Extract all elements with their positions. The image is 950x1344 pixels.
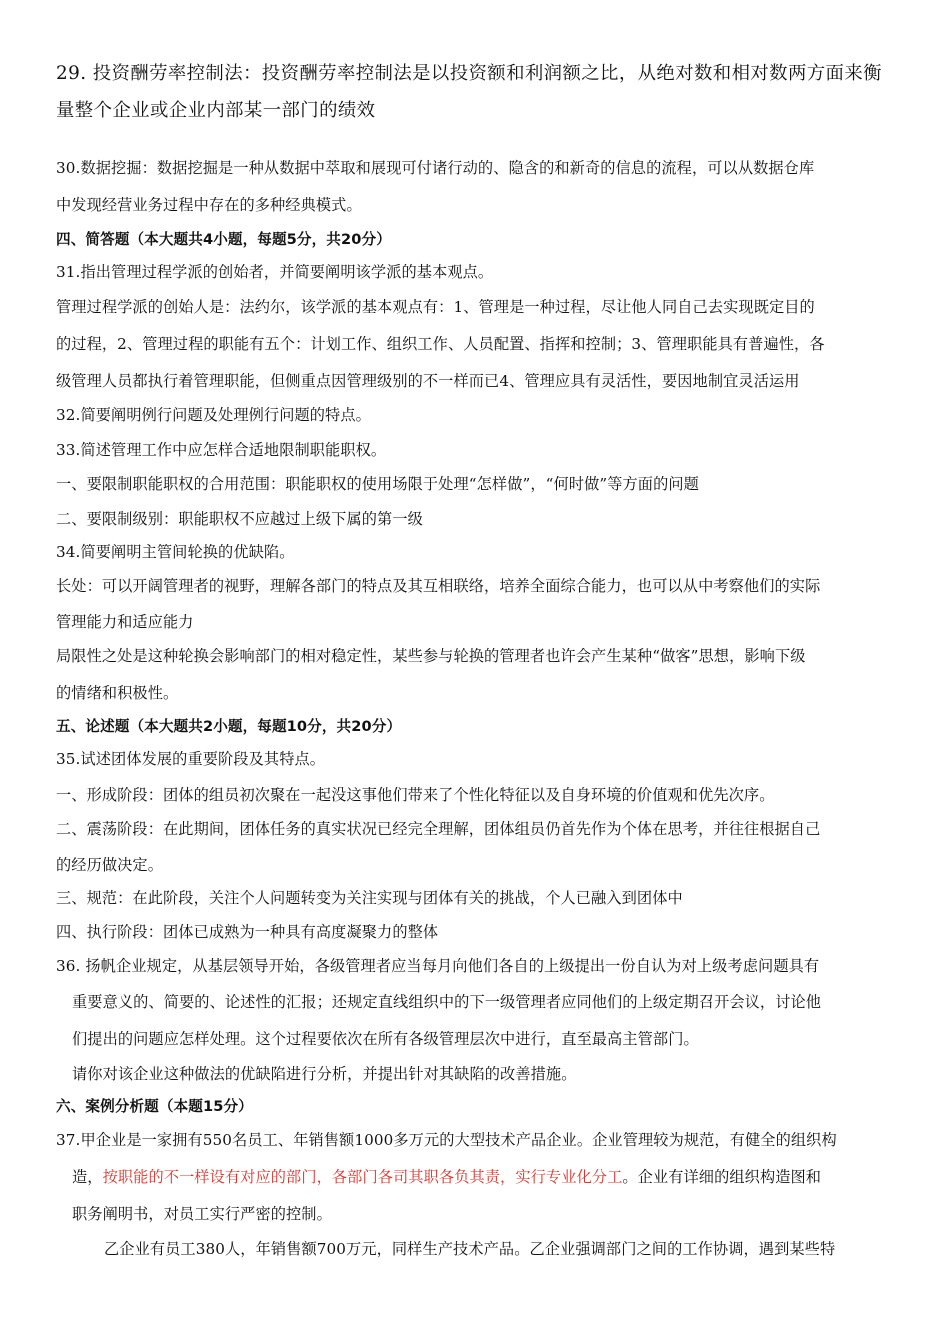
question-line: 请你对该企业这种做法的优缺陷进行分析，并提出针对其缺陷的改善措施。 — [72, 1065, 577, 1083]
case-text: 。企业有详细的组织构造图和 — [622, 1168, 822, 1186]
paragraph-line: 30.数据挖掘：数据挖掘是一种从数据中萃取和展现可付诸行动的、隐含的和新奇的信息的流程，可以从数据仓库 — [56, 159, 815, 177]
question-line: 33.简述管理工作中应怎样合适地限制职能职权。 — [56, 441, 387, 459]
paragraph-line: 量整个企业或企业内部某一部门的绩效 — [56, 100, 376, 121]
answer-line: 二、要限制级别：职能职权不应越过上级下属的第一级 — [56, 510, 423, 528]
question-line: 36. 扬帆企业规定，从基层领导开始，各级管理者应当每月向他们各自的上级提出一份自认为对上级考虑问题具有 — [56, 957, 820, 975]
question-line: 们提出的问题应怎样处理。这个过程要依次在所有各级管理层次中进行，直至最高主管部门。 — [72, 1030, 699, 1048]
answer-line: 管理过程学派的创始人是：法约尔，该学派的基本观点有：1、管理是一种过程，尽让他人同自己去实现既定目的 — [56, 298, 815, 316]
answer-line: 的经历做决定。 — [56, 856, 164, 874]
answer-line: 局限性之处是这种轮换会影响部门的相对稳定性，某些参与轮换的管理者也许会产生某种“做客”思想，影响下级 — [56, 647, 806, 665]
answer-line: 一、形成阶段：团体的组员初次聚在一起没这事他们带来了个性化特征以及自身环境的价值观和优先次序。 — [56, 786, 775, 804]
answer-line: 长处：可以开阔管理者的视野，理解各部门的特点及其互相联络，培养全面综合能力，也可以从中考察他们的实际 — [56, 577, 821, 595]
answer-line: 四、执行阶段：团体已成熟为一种具有高度凝聚力的整体 — [56, 923, 439, 941]
case-line — [72, 1166, 896, 1188]
paragraph-line: 中发现经营业务过程中存在的多种经典模式。 — [56, 196, 362, 214]
answer-line: 管理能力和适应能力 — [56, 613, 194, 631]
case-text: 造， — [72, 1168, 103, 1186]
case-line: 乙企业有员工380人，年销售额700万元，同样生产技术产品。乙企业强调部门之间的工作协调，遇到某些特 — [104, 1240, 836, 1258]
highlighted-text: 按职能的不一样设有对应的部门，各部门各司其职各负其责，实行专业化分工 — [102, 1168, 623, 1186]
answer-line: 级管理人员都执行着管理职能，但侧重点因管理级别的不一样而已4、管理应具有灵活性，要因地制宜灵活运用 — [56, 372, 800, 390]
question-line: 34.简要阐明主管间轮换的优缺陷。 — [56, 543, 295, 561]
answer-line: 三、规范：在此阶段，关注个人问题转变为关注实现与团体有关的挑战，个人已融入到团体中 — [56, 889, 683, 907]
answer-line: 的过程，2、管理过程的职能有五个：计划工作、组织工作、人员配置、指挥和控制；3、管理职能具有普遍性，各 — [56, 335, 825, 353]
paragraph-line: 29. 投资酬劳率控制法：投资酬劳率控制法是以投资额和利润额之比，从绝对数和相对数两方面来衡 — [56, 63, 882, 84]
section-heading: 五、论述题（本大题共2小题，每题10分，共20分） — [56, 718, 402, 735]
question-line: 32.简要阐明例行问题及处理例行问题的特点。 — [56, 406, 371, 424]
section-heading: 六、案例分析题（本题15分） — [56, 1098, 253, 1115]
section-heading: 四、简答题（本大题共4小题，每题5分，共20分） — [56, 231, 391, 248]
question-line: 35.试述团体发展的重要阶段及其特点。 — [56, 750, 326, 768]
answer-line: 一、要限制职能职权的合用范围：职能职权的使用场限于处理“怎样做”，“何时做”等方面的问题 — [56, 475, 699, 493]
case-line: 37.甲企业是一家拥有550名员工、年销售额1000多万元的大型技术产品企业。企业管理较为规范，有健全的组织构 — [56, 1131, 837, 1149]
question-line: 31.指出管理过程学派的创始者，并简要阐明该学派的基本观点。 — [56, 263, 494, 281]
case-line: 职务阐明书，对员工实行严密的控制。 — [72, 1205, 332, 1223]
answer-line: 的情绪和积极性。 — [56, 684, 179, 702]
answer-line: 二、震荡阶段：在此期间，团体任务的真实状况已经完全理解，团体组员仍首先作为个体在思考，并往往根据自己 — [56, 820, 821, 838]
question-line: 重要意义的、简要的、论述性的汇报；还规定直线组织中的下一级管理者应同他们的上级定期召开会议，讨论他 — [72, 993, 822, 1011]
